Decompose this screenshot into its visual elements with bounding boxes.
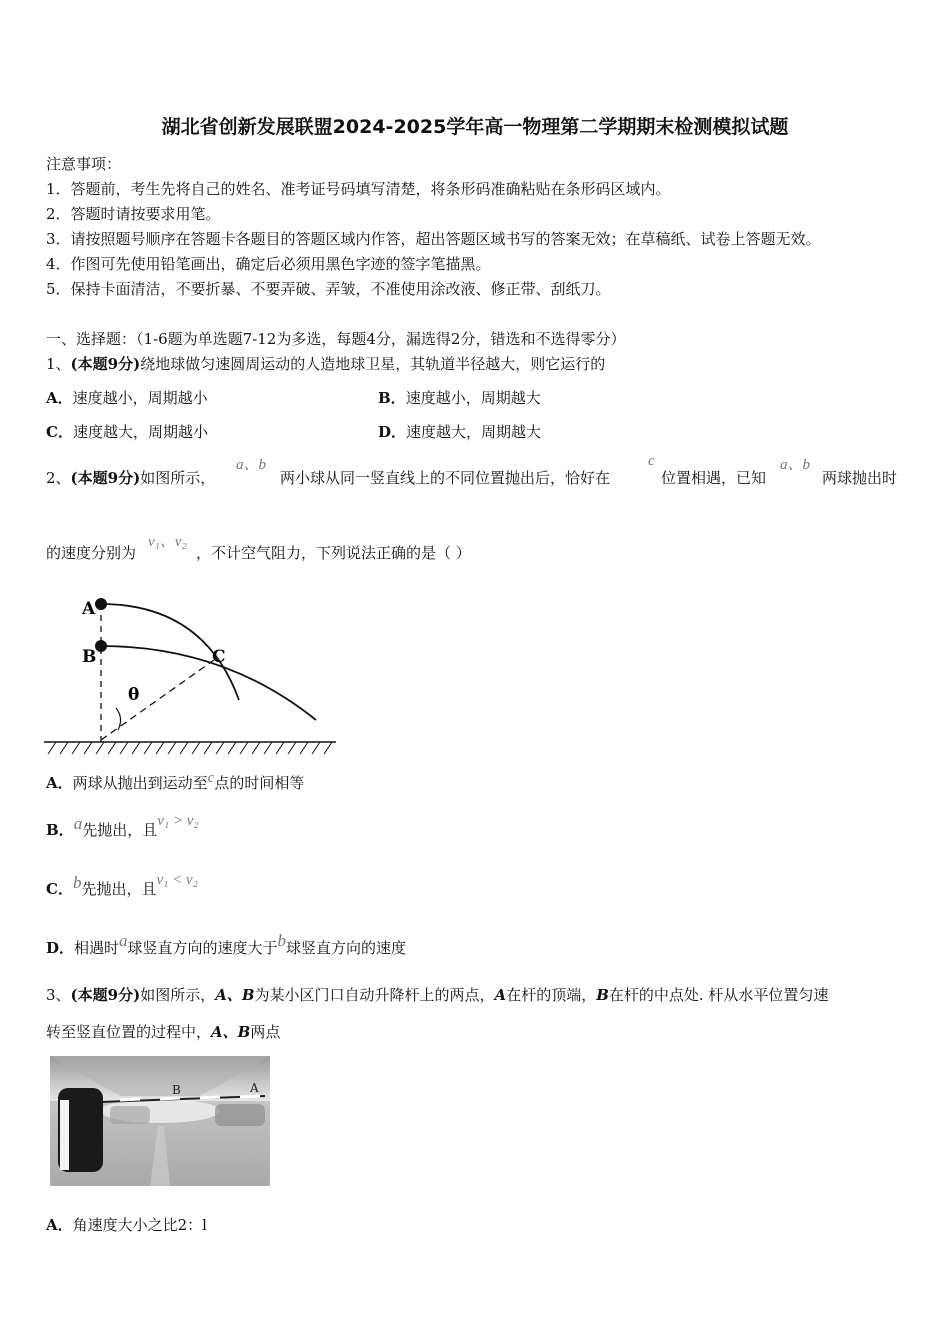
option-text: 球竖直方向的速度大于: [127, 939, 278, 957]
question-text: 在杆的中点处. 杆从水平位置匀速: [608, 986, 829, 1004]
q2-option-a[interactable]: [46, 772, 304, 793]
velocity-relation: v₁ < v₂: [156, 872, 198, 888]
question-text: 位置相遇，已知: [661, 469, 767, 487]
q1-option-a[interactable]: [46, 387, 208, 408]
question-3-stem: [46, 984, 828, 1005]
notice-item: 2．答题时请按要求用笔。: [46, 205, 221, 223]
points-ab: A、B: [211, 1023, 251, 1041]
question-3-stem-line2: [46, 1021, 280, 1042]
projectile-figure: [44, 590, 339, 760]
question-text: 绕地球做匀速圆周运动的人造地球卫星，其轨道半径越大，则它运行的: [140, 355, 606, 373]
variable-b: b: [72, 873, 82, 892]
option-label: D．: [378, 423, 407, 441]
point-b: B: [596, 986, 609, 1004]
barrier-photo: [50, 1056, 270, 1186]
label-theta: θ: [128, 685, 140, 705]
option-text: 速度越大，周期越大: [406, 423, 542, 441]
question-text: ，不计空气阻力，下列说法正确的是（ ）: [196, 544, 471, 562]
option-text: 角速度大小之比2：l: [72, 1216, 207, 1234]
trajectory-b: [101, 646, 316, 720]
question-text: 两点: [250, 1023, 281, 1041]
question-score: (本题9分): [70, 355, 141, 373]
option-label: A．: [46, 389, 73, 407]
label-c: C: [212, 647, 226, 667]
variable-ab: a、b: [780, 457, 811, 473]
ball-a: [95, 598, 107, 610]
option-text: 先抛出，且: [82, 821, 158, 839]
variable-v: v₁、v₂: [148, 534, 187, 550]
option-text: 速度越大，周期越小: [72, 423, 208, 441]
label-a: A: [82, 599, 96, 619]
variable-c: c: [648, 453, 655, 469]
option-text: 速度越小，周期越小: [72, 389, 208, 407]
variable-a: a: [119, 931, 128, 950]
question-score: (本题9分): [70, 986, 141, 1004]
question-text: 两小球从同一竖直线上的不同位置抛出后，恰好在: [280, 469, 611, 487]
label-b: B: [172, 1083, 181, 1097]
question-text: 转至竖直位置的过程中，: [46, 1023, 212, 1041]
question-number: 3、: [46, 986, 71, 1004]
q1-option-b[interactable]: [378, 387, 541, 408]
label-b: B: [82, 647, 97, 667]
option-label: C．: [46, 423, 73, 441]
question-score: (本题9分): [70, 469, 141, 487]
question-2-stem: [46, 467, 215, 488]
option-label: B．: [46, 821, 74, 839]
point-a: A: [494, 986, 507, 1004]
option-label: D．: [46, 939, 75, 957]
option-label: B．: [378, 389, 406, 407]
option-text: 点的时间相等: [214, 774, 305, 792]
variable-a: a: [73, 814, 83, 833]
option-label: C．: [46, 880, 73, 898]
ball-b: [95, 640, 107, 652]
q2-option-c[interactable]: [46, 872, 198, 899]
question-text: 两球抛出时: [822, 469, 898, 487]
question-text: 在杆的顶端，: [506, 986, 597, 1004]
option-text: 先抛出，且: [81, 880, 157, 898]
question-text: 的速度分别为: [46, 544, 137, 562]
angle-arc: [116, 708, 121, 730]
ground-hatch: [48, 742, 332, 754]
notice-item: 3．请按照题号顺序在答题卡各题目的答题区域内作答，超出答题区域书写的答案无效；在草稿纸、试卷上答题无效。: [46, 230, 821, 248]
q2-option-b[interactable]: [46, 813, 199, 840]
option-text: 相遇时: [74, 939, 120, 957]
notice-heading: 注意事项：: [46, 155, 122, 173]
parked-car: [215, 1104, 265, 1126]
variable-c: c: [207, 770, 215, 786]
parked-car: [110, 1106, 150, 1124]
dashed-line-to-c: [101, 660, 214, 740]
q1-option-d[interactable]: [378, 421, 541, 442]
question-1-stem: [46, 353, 605, 374]
notice-item: 1．答题前，考生先将自己的姓名、准考证号码填写清楚，将条形码准确粘贴在条形码区域内。: [46, 180, 671, 198]
variable-b: b: [277, 931, 287, 950]
option-label: A．: [46, 1216, 73, 1234]
question-text: 为某小区门口自动升降杆上的两点，: [254, 986, 495, 1004]
variable-ab: a、b: [236, 457, 267, 473]
question-text: 如图所示，: [140, 469, 216, 487]
option-label: A．: [46, 774, 73, 792]
q1-option-c[interactable]: [46, 421, 208, 442]
notice-item: 5．保持卡面清洁，不要折暴、不要弄破、弄皱，不准使用涂改液、修正带、刮纸刀。: [46, 280, 611, 298]
label-a: A: [250, 1081, 259, 1095]
q3-option-a[interactable]: [46, 1214, 207, 1235]
question-text: 如图所示，: [140, 986, 216, 1004]
option-text: 两球从抛出到运动至: [72, 774, 208, 792]
page-title: 湖北省创新发展联盟2024-2025学年高一物理第二学期期末检测模拟试题: [161, 116, 789, 138]
section-heading: 一、选择题：（1-6题为单选题7-12为多选，每题4分，漏选得2分，错选和不选得零分）: [46, 330, 626, 348]
notice-item: 4．作图可先使用铅笔画出，确定后必须用黑色字迹的签字笔描黑。: [46, 255, 491, 273]
points-ab: A、B: [215, 986, 255, 1004]
question-number: 2、: [46, 469, 71, 487]
velocity-relation: v₁ > v₂: [157, 813, 199, 829]
option-text: 球竖直方向的速度: [286, 939, 407, 957]
q2-option-d[interactable]: [46, 931, 407, 958]
option-text: 速度越小，周期越大: [405, 389, 541, 407]
question-number: 1、: [46, 355, 71, 373]
